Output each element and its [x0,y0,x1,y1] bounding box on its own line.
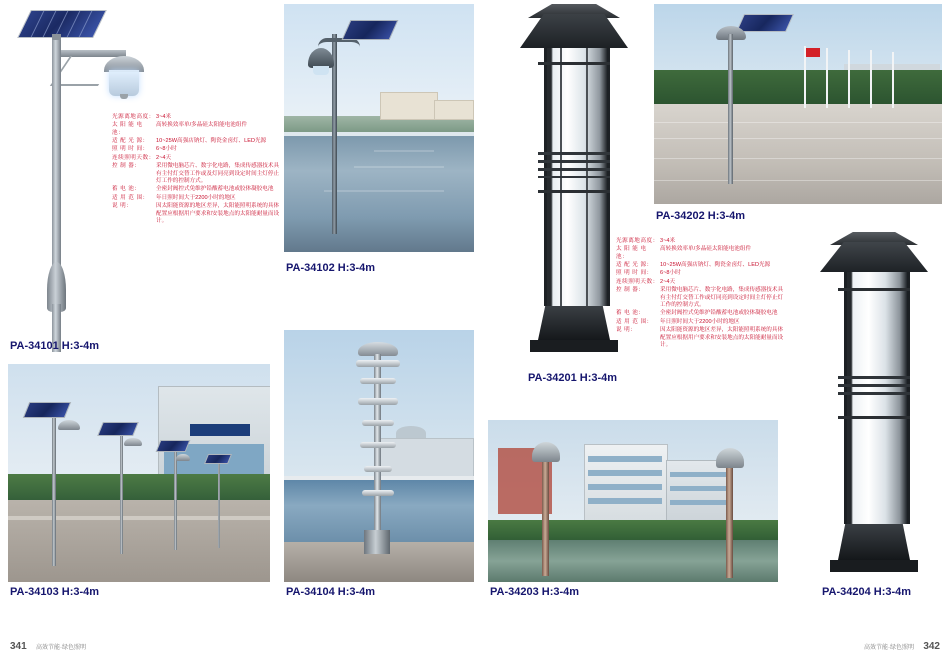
spec-value: 年日照时间大于2200小时的地区 [660,318,740,325]
spec-value: 6~8小时 [660,270,681,277]
spec-row [112,114,282,122]
lantern-ring [838,416,910,419]
spec-row [616,238,786,246]
spec-row [112,122,282,137]
caption-pa-34101: PA-34101 H:3-4m [10,340,100,352]
lantern-ring [838,288,910,291]
mast-ring [362,490,394,496]
spec-row [112,163,282,186]
lantern-base [530,340,618,352]
hedge-row [8,474,270,500]
spec-value: 10~25W高强店钠灯、陶瓷金卤灯、LED光源 [660,262,771,269]
lantern-roof [820,242,928,272]
lamp-glass [313,66,329,75]
spec-value: 高转换效率单/多晶硅太阳能电池组件 [156,122,248,129]
plaza-pavement [654,104,942,204]
spec-value: 因太阳能资源的地区差异，太阳能照明系统的具体配置应根据用户要求和安装地点的太阳能耐量而设计。 [156,202,280,225]
footer-text-left: 高效节能·绿色照明 [36,645,86,651]
solar-panel-icon [17,10,107,38]
solar-panel-icon [342,20,399,40]
spec-row [112,203,282,226]
building-windows [588,484,662,490]
lantern-ring [538,190,610,193]
spec-key: 控 制 器： [112,162,141,169]
spec-row [112,195,282,203]
water-reflection [354,166,444,168]
shrub-row [488,520,778,542]
spec-key: 光源离地高度： [112,114,155,120]
spec-row [616,319,786,327]
spec-key: 连续照明天数： [112,154,155,161]
lantern-louver-band [838,376,910,400]
water-reflection [324,190,444,192]
product-image-pa-34103 [8,364,270,582]
lamp-tip [120,94,128,99]
kerb-line [8,516,270,520]
spec-row [616,246,786,261]
spec-key: 照 明 时 间： [616,270,653,277]
lantern-louver-band [538,152,610,178]
lamp-glass [109,70,139,96]
spec-value: 3~4米 [156,114,172,120]
spec-value: 2~4天 [660,278,676,285]
lamp-pole [52,40,61,270]
mast-ring [360,378,396,384]
product-image-pa-34204 [800,226,948,582]
spec-value: 6~8小时 [156,146,177,153]
page-number-right: 342 [923,641,940,652]
lake-water [284,136,474,252]
spec-value: 年日照时间大于2200小时的地区 [156,194,236,201]
background-building [380,92,438,120]
flagpole [892,52,894,108]
product-image-pa-34104 [284,330,474,582]
pavement-line [654,138,942,139]
product-image-pa-34102 [284,4,474,252]
spec-row [112,155,282,163]
spec-row [112,146,282,154]
spec-value: 全密封阀控式免维护铅酸蓄电池或胶体凝胶电池 [660,310,778,317]
mast-ring [356,360,400,367]
solar-panel-icon [204,454,232,464]
spec-row [616,310,786,318]
spec-row [616,327,786,350]
red-flag-icon [806,48,820,57]
spec-key: 太 阳 能 电 池： [616,246,647,260]
building-windows [670,486,726,491]
lamp-pole [726,466,733,578]
lamp-head [58,420,80,430]
building-windows [670,500,726,505]
lamp-pole [728,34,733,184]
palm-treeline [654,70,942,104]
spec-key: 适 配 光 源： [112,138,149,145]
spec-value: 采用微电脑芯片、数字化电路，集成传感器技术具有主付灯交替工作或灯同亮到设定时间主灯停止灯工作的控制方式。 [660,286,784,309]
spec-key: 说 明： [616,326,637,333]
spec-row [616,262,786,270]
caption-pa-34201: PA-34201 H:3-4m [528,372,618,384]
spec-key: 蓄 电 池： [112,186,141,193]
spec-key: 蓄 电 池： [616,310,645,317]
walkway [8,500,270,582]
pavement-line [654,122,942,123]
spec-key: 适 配 光 源： [616,262,653,269]
page-number-left: 341 [10,641,27,652]
building-windows [588,470,662,476]
lamp-pole [542,460,549,576]
solar-panel-icon [736,14,794,32]
caption-pa-34202: PA-34202 H:3-4m [656,210,746,222]
product-image-pa-34202 [654,4,942,204]
lamp-head [176,454,190,461]
bank-sign [190,424,250,436]
spec-row [616,279,786,287]
pavement-line [654,180,942,181]
spec-table-right [616,238,786,351]
spec-key: 适 用 范 围： [112,194,149,201]
pond-water [488,540,778,582]
spec-row [112,138,282,146]
mast-ring [364,466,392,472]
lamp-head [532,442,560,462]
caption-pa-34104: PA-34104 H:3-4m [286,586,376,598]
lantern-foot [838,524,910,560]
spec-key: 光源离地高度： [616,238,659,244]
spec-row [112,186,282,194]
building-windows [670,472,726,477]
lantern-foot [538,306,610,340]
spec-key: 太 阳 能 电 池： [112,122,143,136]
spec-table-left [112,114,282,227]
spec-row [616,287,786,310]
spec-key: 照 明 时 间： [112,146,149,153]
pavement-line [654,158,942,159]
lamp-head [124,438,142,446]
footer-text-right: 高效节能·绿色照明 [864,645,914,651]
caption-pa-34102: PA-34102 H:3-4m [286,262,376,274]
spec-value: 3~4米 [660,238,676,244]
caption-pa-34203: PA-34203 H:3-4m [490,586,580,598]
spec-value: 10~25W高强店钠灯、陶瓷金卤灯、LED光源 [156,138,267,145]
spec-key: 控 制 器： [616,286,645,293]
mast-ring [362,420,394,426]
spec-key: 连续照明天数： [616,278,659,285]
lamp-pole [174,450,177,550]
product-image-pa-34203 [488,420,778,582]
lamp-pole [52,416,56,566]
lamp-base [364,530,390,554]
building-windows [588,498,662,504]
caption-pa-34103: PA-34103 H:3-4m [10,586,100,598]
spec-value: 因太阳能资源的地区差异，太阳能照明系统的具体配置应根据用户要求和安装地点的太阳能耐量而设计。 [660,326,784,349]
flagpole [848,50,850,108]
background-building [434,100,474,120]
lantern-ring [538,62,610,65]
lamp-head [716,448,744,468]
lantern-roof [520,14,628,48]
flagpole [870,50,872,108]
flagpole [826,48,828,108]
spec-value: 采用微电脑芯片、数字化电路，集成传感器技术具有主付灯交替工作或及灯同亮到设定时间主灯停止灯工作的控制方式。 [156,162,280,185]
water-reflection [374,150,434,152]
solar-panel-icon [23,402,71,418]
spec-value: 高转换效率单/多晶硅太阳能电池组件 [660,246,752,253]
spec-key: 适 用 范 围： [616,318,653,325]
lamp-pole [120,434,123,554]
lantern-base [830,560,918,572]
spec-key: 说 明： [112,202,133,209]
spec-row [616,270,786,278]
building-windows [588,456,662,462]
solar-panel-icon [156,440,191,452]
mast-ring [360,442,396,448]
spec-value: 全密封阀控式免维护铅酸蓄电池或胶体凝胶电池 [156,186,274,193]
solar-panel-icon [97,422,139,436]
spec-value: 2~4天 [156,154,172,161]
caption-pa-34204: PA-34204 H:3-4m [822,586,912,598]
lamp-pole [218,462,220,548]
mast-ring [358,398,398,405]
